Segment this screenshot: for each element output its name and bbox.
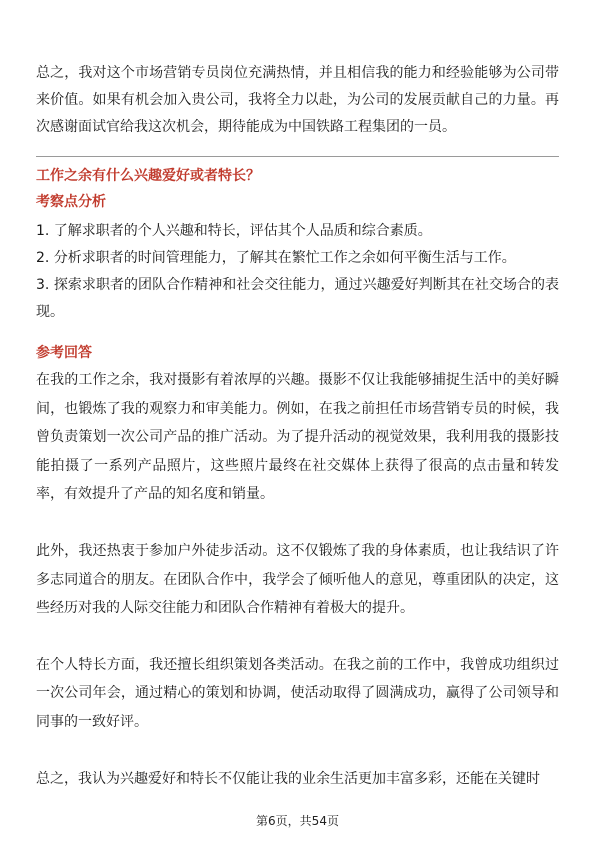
analysis-list — [36, 218, 559, 326]
answer-section — [36, 366, 559, 793]
answer-paragraph: 总之，我认为兴趣爱好和特长不仅能让我的业余生活更加丰富多彩，还能在关键时 — [36, 770, 540, 787]
answer-heading: 参考回答 — [36, 345, 92, 361]
intro-paragraph: 总之，我对这个市场营销专员岗位充满热情，并且相信我的能力和经验能够为公司带来价值。如果有机会加入贵公司，我将全力以赴，为公司的发展贡献自己的力量。再次感谢面试官给我这次机会，期待能成为中国铁路工程集团的一员。 — [36, 65, 559, 135]
page-number: 第6页，共54页 — [256, 814, 339, 828]
question-heading: 工作之余有什么兴趣爱好或者特长？ — [36, 168, 260, 184]
analysis-heading: 考察点分析 — [36, 194, 106, 210]
analysis-item: 3. 探索求职者的团队合作精神和社会交往能力，通过兴趣爱好判断其在社交场合的表现。 — [36, 277, 559, 320]
analysis-item: 1. 了解求职者的个人兴趣和特长，评估其个人品质和综合素质。 — [36, 223, 432, 239]
intro-section — [36, 60, 559, 141]
answer-paragraph: 在我的工作之余，我对摄影有着浓厚的兴趣。摄影不仅让我能够捕捉生活中的美好瞬间，也锻炼了我的观察力和审美能力。例如，在我之前担任市场营销专员的时候，我曾负责策划一次公司产品的推广活动。为了提升活动的视觉效果，我利用我的摄影技能拍摄了一系列产品照片，这些照片最终在社交媒体上获得了很高的点击量和转发率，有效提升了产品的知名度和销量。 — [36, 372, 559, 503]
answer-paragraph: 在个人特长方面，我还擅长组织策划各类活动。在我之前的工作中，我曾成功组织过一次公司年会，通过精心的策划和协调，使活动取得了圆满成功，赢得了公司领导和同事的一致好评。 — [36, 656, 559, 730]
analysis-item: 2. 分析求职者的时间管理能力，了解其在繁忙工作之余如何平衡生活与工作。 — [36, 250, 516, 266]
answer-paragraph: 此外，我还热衷于参加户外徒步活动。这不仅锻炼了我的身体素质，也让我结识了许多志同道合的朋友。在团队合作中，我学会了倾听他人的意见，尊重团队的决定，这些经历对我的人际交往能力和团队合作精神有着极大的提升。 — [36, 542, 559, 617]
section-divider — [36, 156, 559, 157]
